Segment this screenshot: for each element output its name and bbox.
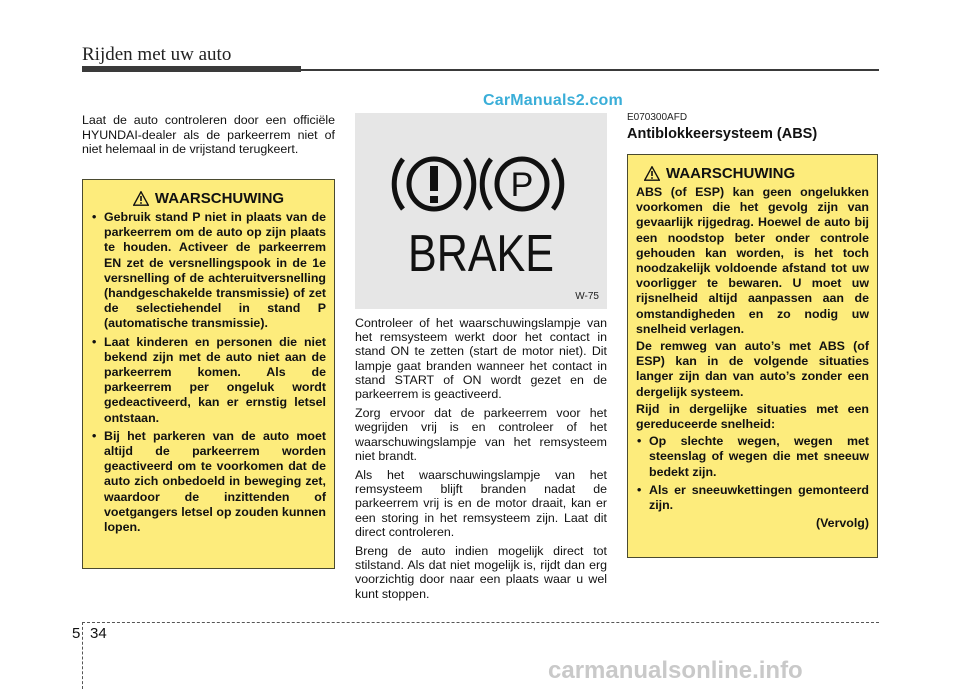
- warning-title: WAARSCHUWING: [666, 165, 796, 182]
- section-code: E070300AFD: [627, 112, 688, 123]
- section-title: Antiblokkeersysteem (ABS): [627, 126, 818, 142]
- warning-item: • Gebruik stand P niet in plaats van de parkeerrem om de auto op zijn plaats te houden. Activeer de parkeerrem EN zet de versnellingspook in de 1e versnelling of de achteruitversnelling (handgeschakelde transmissie) of zet de selectiehendel in stand P (automatische transmissie).: [91, 210, 326, 332]
- brake-warning-light-figure: [355, 113, 607, 309]
- watermark-bottom[interactable]: carmanualsonline.info: [548, 657, 803, 684]
- paragraph: Breng de auto indien mogelijk direct tot stilstand. Als dat niet mogelijk is, rijdt dan erg voorzichtig door naar een plaats waar u wel kunt stoppen.: [355, 544, 607, 601]
- paragraph: Controleer of het waarschuwingslampje van het remsysteem werkt door het contact in stand ON te zetten (start de motor niet). Dit lampje gaat branden wanneer het contact in stand START of ON wordt gezet en de parkeerrem is geactiveerd.: [355, 316, 607, 402]
- footer-vertical-rule: [82, 622, 83, 689]
- page-number-value: 34: [90, 625, 107, 642]
- warning-item: • Als er sneeuwkettingen gemonteerd zijn.: [636, 483, 869, 513]
- footer-rule: [82, 622, 879, 623]
- warning-item: • Laat kinderen en personen die niet bekend zijn met de auto niet aan de parkeerrem komen. Als de parkeerrem per ongeluk wordt gedeactiveerd, kan er ernstig letsel ontstaan.: [91, 335, 326, 426]
- figure-code: W-75: [575, 291, 599, 302]
- svg-text:P: P: [510, 166, 534, 204]
- brake-warning-light-icon: [355, 113, 607, 309]
- paragraph: Zorg ervoor dat de parkeerrem voor het wegrijden vrij is en controleer of het waarschuwingslampje van het remsysteem niet brandt.: [355, 406, 607, 463]
- warning-item: • Bij het parkeren van de auto moet altijd de parkeerrem worden geactiveerd om te voorkomen dat de auto zich onbedoeld in beweging zet, waardoor de inzittenden of voetgangers letsel op zouden kunnen lopen.: [91, 429, 326, 535]
- brake-light-instructions: [355, 316, 607, 606]
- warning-triangle-icon: [133, 191, 149, 206]
- warning-list: [636, 434, 869, 513]
- warning-paragraph: Rijd in dergelijke situaties met een gereduceerde snelheid:: [636, 401, 869, 432]
- intro-paragraph: Laat de auto controleren door een officiële HYUNDAI-dealer als de parkeerrem niet of niet helemaal in de vrijstand terugkeert.: [82, 113, 335, 156]
- page-header-title: Rijden met uw auto: [82, 44, 232, 65]
- section-number: 5: [72, 625, 81, 642]
- warning-item: • Op slechte wegen, wegen met steenslag of wegen die met sneeuw bedekt zijn.: [636, 434, 869, 480]
- header-bar: [82, 66, 301, 72]
- warning-paragraph: De remweg van auto’s met ABS (of ESP) kan in de volgende situaties langer zijn dan van auto’s zonder een dergelijk systeem.: [636, 339, 869, 399]
- warning-heading: [636, 165, 869, 182]
- parking-brake-warning-box: [82, 179, 335, 569]
- abs-warning-box: [627, 154, 878, 558]
- warning-title: WAARSCHUWING: [154, 190, 285, 207]
- warning-triangle-icon: [644, 166, 660, 181]
- warning-heading: [91, 190, 326, 207]
- warning-list: [91, 210, 326, 535]
- brake-label: BRAKE: [408, 225, 554, 283]
- continued-label: (Vervolg): [815, 516, 869, 531]
- warning-paragraph: ABS (of ESP) kan geen ongelukken voorkomen die het gevolg zijn van gevaarlijk rijgedrag. Hoewel de auto bij een noodstop beter onder controle gehouden kan worden, is het toch noodzakelijk voldoende afstand tot uw voorligger te bewaren. U moet uw rijsnelheid altijd aanpassen aan de omstandigheden en zo nodig uw snelheid verlagen.: [636, 185, 869, 336]
- watermark-top[interactable]: CarManuals2.com: [483, 92, 623, 109]
- paragraph: Als het waarschuwingslampje van het remsysteem blijft branden nadat de parkeerrem vrij is en de motor draait, kan er een storing in het remsysteem zijn. Laat dit direct controleren.: [355, 468, 607, 539]
- header-rule: [301, 69, 879, 71]
